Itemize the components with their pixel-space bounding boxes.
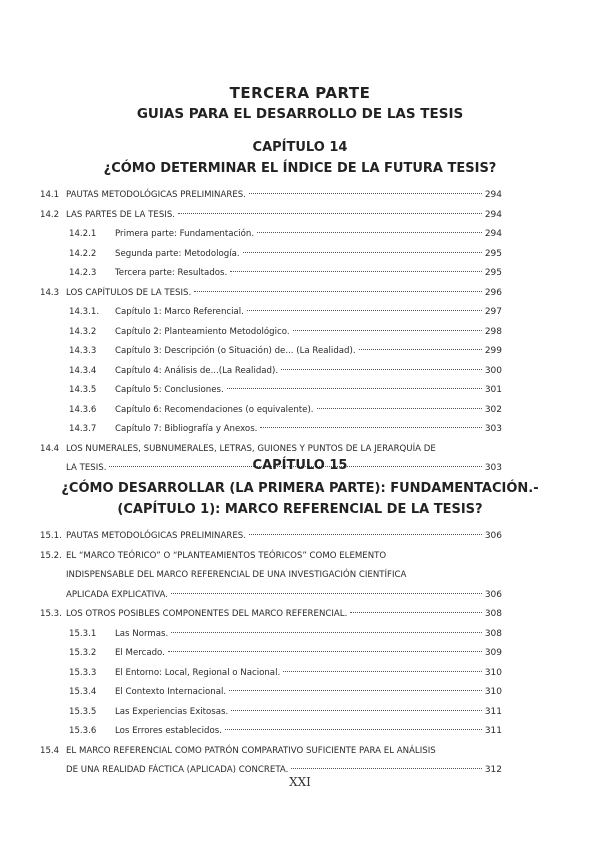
toc-entry-page: 295 (484, 248, 502, 259)
toc-entry-number: 15.4 (40, 745, 60, 756)
toc-entry-page: 302 (484, 404, 502, 415)
toc-entry-number: 15.3.1 (69, 628, 97, 639)
toc-entry-title: Tercera parte: Resultados. (115, 268, 228, 278)
toc-entry-number: 14.3.3 (69, 346, 97, 356)
toc-entry-page: 300 (484, 365, 502, 376)
toc-entry-number: 14.3 (40, 287, 60, 298)
dot-leader (243, 252, 482, 253)
part-subtitle: GUIAS PARA EL DESARROLLO DE LAS TESIS (136, 106, 464, 122)
toc-entry (40, 401, 502, 421)
dot-leader (171, 593, 482, 594)
toc-entry-number: 14.3.4 (69, 365, 97, 376)
toc-entry-page: 299 (484, 346, 502, 356)
toc-entry (40, 303, 502, 323)
dot-leader (225, 729, 482, 730)
chapter-14-title: ¿CÓMO DETERMINAR EL ÍNDICE DE LA FUTURA TESIS? (103, 161, 497, 176)
page-number: XXI (289, 775, 311, 789)
toc-entry-page: 298 (484, 326, 502, 337)
toc-entry-title: EL MARCO REFERENCIAL COMO PATRÓN COMPARATIVO SUFICIENTE PARA EL ANÁLISIS (66, 745, 436, 756)
toc-entry-page: 311 (484, 706, 502, 717)
toc-entry-title: Capítulo 4: Análisis de...(La Realidad). (115, 365, 279, 376)
chapter-15-title-line-1: ¿CÓMO DESARROLLAR (LA PRIMERA PARTE): FUNDAMENTACIÓN.- (61, 481, 539, 496)
toc-entry (40, 381, 502, 401)
toc-entry (40, 264, 502, 284)
toc-entry-page: 303 (484, 424, 502, 434)
toc-entry-title: Capítulo 7: Bibliografía y Anexos. (115, 424, 258, 434)
toc-entry-title: Segunda parte: Metodología. (115, 248, 240, 259)
toc-entry-title: APLICADA EXPLICATIVA. (66, 589, 168, 600)
dot-leader (350, 612, 481, 613)
dot-leader (249, 193, 482, 194)
dot-leader (247, 310, 482, 311)
toc-entry (40, 644, 502, 664)
toc-entry-page: 294 (484, 190, 502, 200)
toc-entry (40, 664, 502, 684)
toc-entry-title: EL “MARCO TEÓRICO” O “PLANTEAMIENTOS TEÓRICOS” COMO ELEMENTO (66, 550, 387, 561)
toc-entry (40, 206, 502, 226)
dot-leader (229, 690, 482, 691)
dot-leader (171, 632, 482, 633)
dot-leader (281, 369, 482, 370)
toc-entry (40, 605, 502, 625)
toc-entry-number: 15.1. (40, 531, 62, 541)
chapter-15-title-line-2: (CAPÍTULO 1): MARCO REFERENCIAL DE LA TESIS? (117, 502, 483, 517)
toc-entry-page: 301 (484, 385, 502, 395)
dot-leader (283, 671, 482, 672)
dot-leader (249, 534, 482, 535)
toc-entry-title: LAS PARTES DE LA TESIS. (66, 209, 176, 220)
toc-entry-page: 303 (484, 463, 502, 473)
toc-entry-title: PAUTAS METODOLÓGICAS PRELIMINARES. (66, 531, 246, 541)
toc-entry (40, 342, 502, 362)
chapter-14-toc (40, 186, 502, 479)
toc-entry-number: 14.2.1 (69, 229, 97, 239)
toc-entry (40, 722, 502, 742)
toc-entry (40, 245, 502, 265)
toc-entry-page: 308 (484, 628, 502, 639)
toc-entry-title: Capítulo 5: Conclusiones. (115, 385, 224, 395)
toc-entry-page: 310 (484, 687, 502, 697)
dot-leader (257, 232, 482, 233)
toc-entry-number: 14.2.2 (69, 248, 97, 259)
toc-entry (40, 586, 502, 606)
toc-entry-title: LA TESIS. (66, 463, 107, 473)
toc-entry (40, 703, 502, 723)
toc-entry (40, 186, 502, 206)
dot-leader (231, 710, 482, 711)
toc-entry-page: 297 (484, 307, 502, 317)
toc-entry-number: 14.4 (40, 443, 60, 454)
toc-entry-title: El Mercado. (115, 648, 165, 658)
dot-leader (317, 408, 482, 409)
toc-entry-number: 15.3.6 (69, 726, 97, 736)
toc-entry (40, 362, 502, 382)
toc-entry-number: 15.2. (40, 550, 62, 561)
toc-entry-title: El Entorno: Local, Regional o Nacional. (115, 667, 281, 678)
toc-entry-title: INDISPENSABLE DEL MARCO REFERENCIAL DE UNA INVESTIGACIÓN CIENTÍFICA (66, 570, 407, 580)
toc-entry (40, 625, 502, 645)
toc-entry-number: 15.3.3 (69, 667, 97, 678)
dot-leader (194, 291, 482, 292)
toc-entry-title: Las Experiencias Exitosas. (115, 706, 229, 717)
toc-entry-title: Las Normas. (115, 628, 169, 639)
toc-entry-number: 15.3.2 (69, 648, 97, 658)
toc-entry-page: 294 (484, 229, 502, 239)
toc-entry-page: 296 (484, 287, 502, 298)
toc-entry-number: 14.3.7 (69, 424, 97, 434)
toc-entry-page: 308 (484, 609, 502, 619)
toc-entry-number: 14.3.2 (69, 326, 97, 337)
toc-entry-page: 311 (484, 726, 502, 736)
toc-entry-page: 312 (484, 765, 502, 775)
toc-entry-page: 310 (484, 667, 502, 678)
dot-leader (291, 768, 481, 769)
dot-leader (359, 349, 482, 350)
toc-entry-page: 309 (484, 648, 502, 658)
chapter-15-toc (40, 527, 502, 781)
part-title: TERCERA PARTE (229, 84, 371, 102)
toc-entry (40, 566, 502, 586)
dot-leader (227, 388, 482, 389)
dot-leader (230, 271, 482, 272)
toc-entry-number: 15.3. (40, 609, 62, 619)
toc-entry-title: PAUTAS METODOLÓGICAS PRELIMINARES. (66, 190, 246, 200)
toc-entry-page: 306 (484, 589, 502, 600)
toc-entry-number: 14.3.1. (69, 307, 100, 317)
toc-entry-title: El Contexto Internacional. (115, 687, 227, 697)
toc-entry-title: LOS NUMERALES, SUBNUMERALES, LETRAS, GUIONES Y PUNTOS DE LA JERARQUÍA DE (66, 443, 436, 454)
toc-entry-title: Capítulo 2: Planteamiento Metodológico. (115, 326, 290, 337)
toc-entry-title: LOS OTROS POSIBLES COMPONENTES DEL MARCO REFERENCIAL. (66, 609, 348, 619)
toc-entry (40, 225, 502, 245)
chapter-15-label: CAPÍTULO 15 (252, 458, 348, 473)
toc-entry-number: 14.2 (40, 209, 60, 220)
toc-entry-title: DE UNA REALIDAD FÁCTICA (APLICADA) CONCRETA. (66, 765, 289, 775)
toc-entry-number: 15.3.5 (69, 706, 97, 717)
toc-entry (40, 420, 502, 440)
toc-entry-title: Primera parte: Fundamentación. (115, 229, 255, 239)
toc-entry (40, 323, 502, 343)
toc-entry-title: Capítulo 3: Descripción (o Situación) de... (La Realidad). (115, 346, 356, 356)
toc-entry-number: 14.2.3 (69, 268, 97, 278)
toc-entry-title: Capítulo 1: Marco Referencial. (115, 307, 244, 317)
toc-entry-title: LOS CAPÍTULOS DE LA TESIS. (66, 287, 192, 298)
chapter-14-label: CAPÍTULO 14 (252, 140, 348, 155)
toc-entry-number: 15.3.4 (69, 687, 97, 697)
toc-entry (40, 440, 502, 460)
toc-entry-number: 14.1 (40, 190, 60, 200)
toc-entry-number: 14.3.5 (69, 385, 97, 395)
dot-leader (168, 651, 482, 652)
toc-entry-page: 295 (484, 268, 502, 278)
dot-leader (178, 213, 482, 214)
dot-leader (293, 330, 482, 331)
dot-leader (260, 427, 481, 428)
toc-entry-title: Los Errores establecidos. (115, 726, 222, 736)
toc-entry (40, 527, 502, 547)
toc-entry (40, 284, 502, 304)
toc-entry (40, 683, 502, 703)
toc-entry (40, 742, 502, 762)
toc-entry-page: 294 (484, 209, 502, 220)
toc-entry-number: 14.3.6 (69, 404, 97, 415)
toc-entry (40, 547, 502, 567)
toc-entry-page: 306 (484, 531, 502, 541)
toc-entry-title: Capítulo 6: Recomendaciones (o equivalente). (115, 404, 314, 415)
